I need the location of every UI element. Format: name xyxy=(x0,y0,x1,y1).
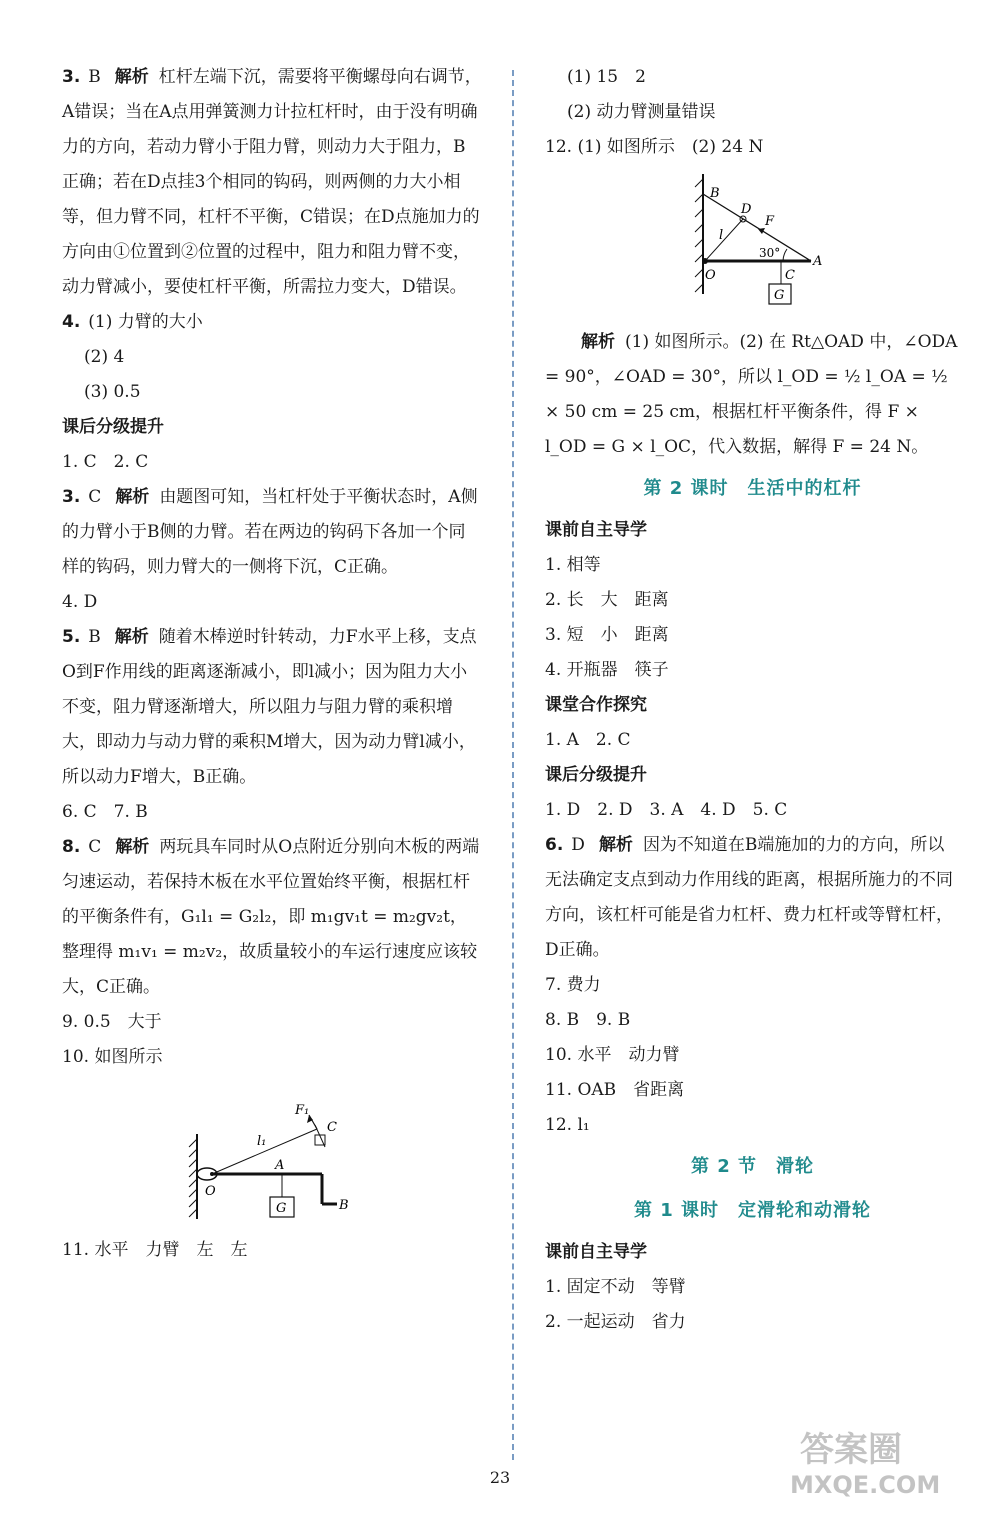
q8-analysis-label: 解析 xyxy=(115,837,150,857)
q8-answer: C xyxy=(88,837,102,857)
after-q6-analysis: 因为不知道在B端施加的力的方向，所以无法确定支点到动力作用线的距离，根据所施力的不同方向，该杠杆可能是省力杠杆、费力杠杆或等臂杠杆，D正确。 xyxy=(545,835,953,960)
fig10-label-O: O xyxy=(205,1184,216,1199)
q8-analysis: 两玩具车同时从O点附近分别向木板的两端匀速运动，若保持木板在水平位置始终平衡，根据杠杆的平衡条件有，G₁l₁ = G₂l₂，即 m₁gv₁t = m₂gv₂t，整理得 m₁v₁ = m₂v₂，故质量较小的车运行速度应该较大，C正确。 xyxy=(62,837,480,997)
left-column xyxy=(62,60,482,1268)
q3-analysis: 杠杆左端下沉，需要将平衡螺母向右调节，A错误；当在A点用弹簧测力计拉杠杆时，由于没有明确力的方向，若动力臂小于阻力臂，则动力大于阻力，B正确；若在D点挂3个相同的钩码，则两侧的力大小相等，但力臂不同，杠杆不平衡，C错误；在D点施加力的方向由①位置到②位置的过程中，阻力和阻力臂不变，动力臂减小，要使杠杆平衡，所需拉力变大，D错误。 xyxy=(62,67,482,297)
fig12-label-F: F xyxy=(764,214,774,229)
fig12-label-D: D xyxy=(740,202,751,217)
after-answer-7: 7. 费力 xyxy=(545,975,601,995)
q3-answer: B xyxy=(88,67,101,87)
q8-number: 8. xyxy=(62,837,81,857)
answer-9: 9. 0.5 大于 xyxy=(62,1012,162,1032)
after-answer-10: 10. 水平 动力臂 xyxy=(545,1045,680,1065)
q4-answer-3: (3) 0.5 xyxy=(84,382,141,402)
watermark-line2: MXQE.COM xyxy=(790,1471,941,1499)
after-q6-analysis-label: 解析 xyxy=(598,835,633,855)
lesson-title-fixed-movable-pulleys: 第 1 课时 定滑轮和动滑轮 xyxy=(633,1200,872,1221)
after-answer-11: 11. OAB 省距离 xyxy=(545,1080,685,1100)
class-answers-1-2: 1. A 2. C xyxy=(545,730,631,750)
q3-analysis-label: 解析 xyxy=(114,67,149,87)
q4-answer-2: (2) 4 xyxy=(84,347,125,367)
after-answers-1-5: 1. D 2. D 3. A 4. D 5. C xyxy=(545,800,788,820)
q3 xyxy=(62,60,482,305)
q3b-answer: C xyxy=(88,487,102,507)
answer-12: 12. (1) 如图所示 (2) 24 N xyxy=(545,137,764,157)
section-heading-after-class-2: 课后分级提升 xyxy=(545,765,647,785)
after-q6 xyxy=(545,828,960,968)
q3b xyxy=(62,480,482,585)
q3b-analysis-label: 解析 xyxy=(115,487,150,507)
q4 xyxy=(62,305,482,340)
after-answer-12: 12. l₁ xyxy=(545,1115,590,1135)
pulley-answer-2: 2. 一起运动 省力 xyxy=(545,1312,686,1332)
fig12-label-G: G xyxy=(773,288,784,303)
section-heading-pre-class-2: 课前自主导学 xyxy=(545,1242,647,1262)
lesson-title-levers-in-life: 第 2 课时 生活中的杠杆 xyxy=(643,478,862,499)
fig12-label-C: C xyxy=(784,268,795,283)
lever-diagram-fig12 xyxy=(653,169,853,319)
q3b-analysis: 由题图可知，当杠杆处于平衡状态时，A侧的力臂小于B侧的力臂。若在两边的钩码下各加一个同样的钩码，则力臂大的一侧将下沉，C正确。 xyxy=(62,487,478,577)
q5-number: 5. xyxy=(62,627,81,647)
watermark-line1: 答案圈 xyxy=(800,1430,902,1470)
section-title-pulleys: 第 2 节 滑轮 xyxy=(690,1156,815,1177)
watermark-logo xyxy=(780,1421,980,1501)
page-number: 23 xyxy=(489,1468,511,1487)
section-heading-pre-class: 课前自主导学 xyxy=(545,520,647,540)
column-divider xyxy=(512,70,514,1460)
pulley-answer-1: 1. 固定不动 等臂 xyxy=(545,1277,686,1297)
after-q6-answer: D xyxy=(571,835,585,855)
pre-answer-1: 1. 相等 xyxy=(545,555,601,575)
q5-analysis-label: 解析 xyxy=(114,627,149,647)
q12-analysis-label: 解析 xyxy=(581,332,615,352)
fig10-label-l1: l₁ xyxy=(257,1134,267,1149)
right-column xyxy=(545,60,960,1340)
fig12-label-angle: 30° xyxy=(758,246,780,260)
pre-answer-3: 3. 短 小 距离 xyxy=(545,625,669,645)
fig12-label-B: B xyxy=(709,186,720,201)
pre-answer-2: 2. 长 大 距离 xyxy=(545,590,669,610)
q4-answer-1: (1) 力臂的大小 xyxy=(88,312,203,332)
answer-11: 11. 水平 力臂 左 左 xyxy=(62,1240,248,1260)
after-q6-number: 6. xyxy=(545,835,564,855)
fig12-label-l: l xyxy=(718,228,723,243)
fig10-label-B: B xyxy=(339,1198,349,1213)
pre-answer-4: 4. 开瓶器 筷子 xyxy=(545,660,669,680)
answer-10: 10. 如图所示 xyxy=(62,1047,163,1067)
answers-1-2: 1. C 2. C xyxy=(62,452,149,472)
after-answers-8-9: 8. B 9. B xyxy=(545,1010,631,1030)
q4-number: 4. xyxy=(62,312,81,332)
q5-answer: B xyxy=(88,627,101,647)
answer-r1: (1) 15 2 xyxy=(567,67,646,87)
answer-4: 4. D xyxy=(62,592,98,612)
section-heading-after-class: 课后分级提升 xyxy=(62,417,164,437)
q3b-number: 3. xyxy=(62,487,81,507)
q5-analysis: 随着木棒逆时针转动，力F水平上移，支点O到F作用线的距离逐渐减小，即l减小；因为阻力大小不变，阻力臂逐渐增大，所以阻力与阻力臂的乘积增大，即动力与动力臂的乘积M增大，因为动力臂l减小，所以动力F增大，B正确。 xyxy=(62,627,477,787)
q8 xyxy=(62,830,482,1005)
fig10-label-G: G xyxy=(276,1201,287,1216)
section-heading-in-class: 课堂合作探究 xyxy=(545,695,647,715)
fig10-label-F1: F₁ xyxy=(295,1103,310,1118)
q3-number: 3. xyxy=(62,67,81,87)
q5 xyxy=(62,620,482,795)
fig12-label-O: O xyxy=(704,268,716,283)
fig12-label-A: A xyxy=(812,254,822,269)
fig10-label-A: A xyxy=(275,1158,285,1173)
answer-r2: (2) 动力臂测量错误 xyxy=(567,102,716,122)
answers-6-7: 6. C 7. B xyxy=(62,802,148,822)
q12-analysis-text: (1) 如图所示。(2) 在 Rt△OAD 中，∠ODA = 90°，∠OAD = 30°，所以 l_OD = ½ l_OA = ½ × 50 cm = 25 cm，根据杠杆平衡条件，得 F × l_OD = G × l_OC，代入数据，解得 F = 24 N。 xyxy=(545,332,958,457)
fig10-label-C: C xyxy=(327,1120,337,1135)
lever-diagram-fig10 xyxy=(157,1079,387,1229)
q12-analysis xyxy=(545,325,960,465)
